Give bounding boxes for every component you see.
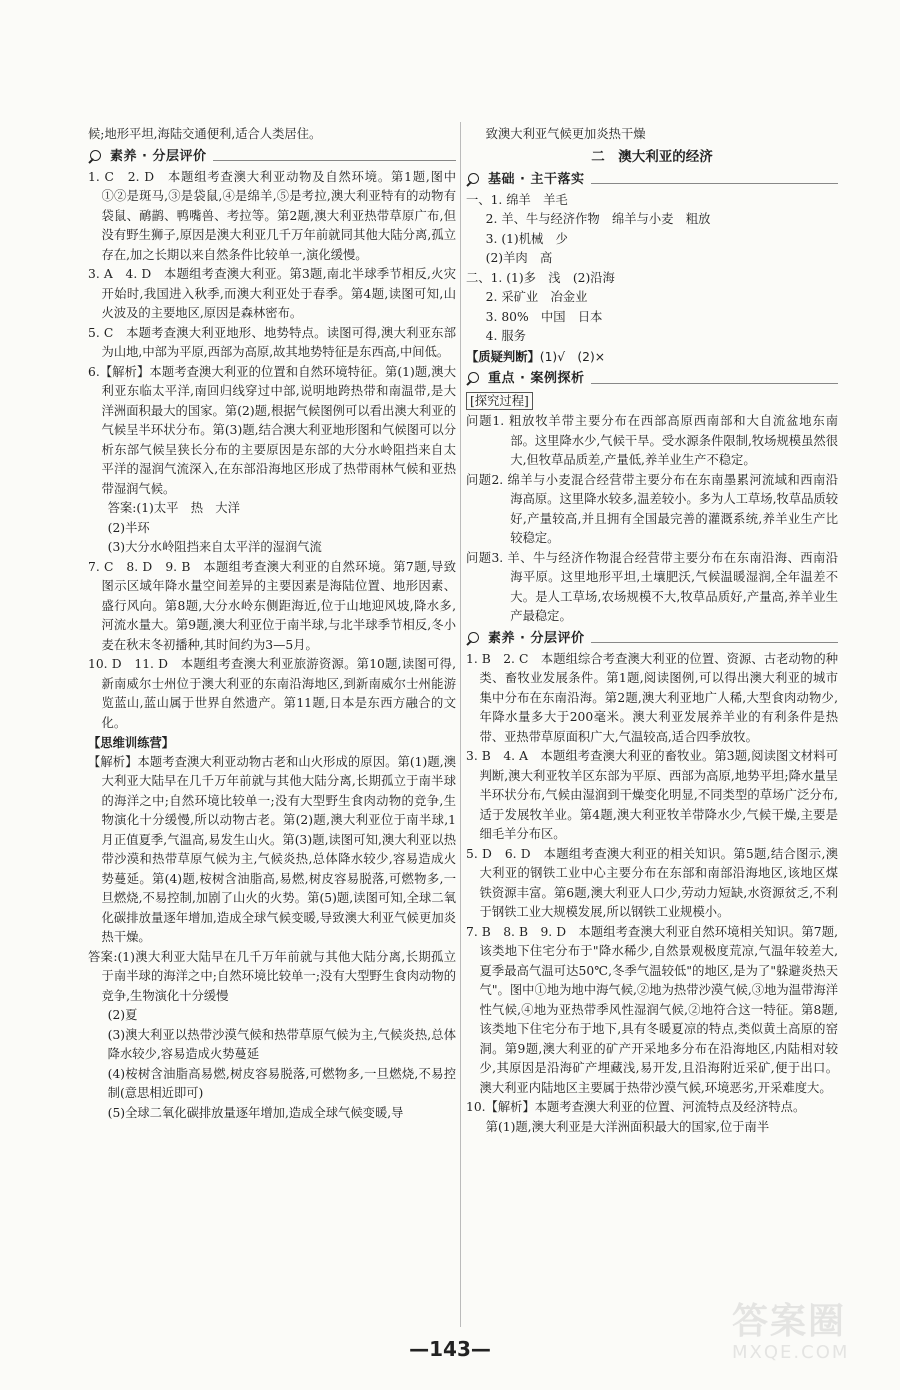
- answer-6: 6.【解析】本题考查澳大利亚的位置和自然环境特征。第(1)题,澳大利亚东临太平洋,南回归线穿过中部,说明地跨热带和南温带,是大洋洲面积最大的国家。第(2)题,根据气候图例可以看出澳大利亚的气候呈半环状分布。第(3)题,结合澳大利亚地形图和气候图可以分析东部气候呈狭长分布的主要原因是东部的大分水岭阻挡来自太平洋的湿润气流深入,在东部沿海地区形成了热带雨林气候和亚热带湿润气候。: [88, 364, 456, 496]
- section-title: 素养 · 分层评价: [110, 148, 207, 164]
- answer-r10: 10.【解析】本题考查澳大利亚的位置、河流特点及经济特点。: [466, 1100, 806, 1114]
- lesson-heading: 二 澳大利亚的经济: [591, 148, 713, 165]
- explore-label: [探究过程]: [466, 392, 533, 410]
- basics-line: (2)羊肉 高: [485, 251, 553, 265]
- basics-line: 3. (1)机械 少: [485, 231, 568, 246]
- training-key-2: (2)夏: [107, 1008, 138, 1022]
- basics-line: 4. 服务: [485, 329, 526, 343]
- answer-r3-4: 3. B 4. A 本题组考查澳大利亚的畜牧业。第3题,阅读图文材料可判断,澳大利亚牧羊区东部为平原、西部为高原,地势平坦;降水量呈半环状分布,气候由湿润到干燥变化明显,不同类型的草场广泛分布,适于发展牧羊业。第4题,澳大利亚牧羊带降水少,气候干燥,主要是细毛羊分布区。: [466, 749, 838, 841]
- section-header-evaluation-2: [466, 629, 838, 649]
- section-rule: [591, 642, 839, 643]
- answer-r10-cont: 第(1)题,澳大利亚是大洋洲面积最大的国家,位于南半: [485, 1119, 770, 1134]
- right-column: [466, 125, 838, 1137]
- basics-line: 一、1. 绵羊 羊毛: [466, 192, 568, 207]
- section-header-basics: [466, 170, 838, 190]
- judgment-answers: (1)√ (2)×: [539, 349, 606, 364]
- watermark-logo: [732, 1302, 882, 1372]
- section-header-case: [466, 369, 838, 389]
- magnifier-icon: [466, 371, 484, 387]
- answer-6-key-3: (3)大分水岭阻挡来自太平洋的湿润气流: [107, 540, 322, 554]
- judgment-line: [466, 347, 838, 368]
- column-divider: [460, 122, 461, 1327]
- magnifier-icon: [466, 172, 484, 188]
- training-key-5: (5)全球二氧化碳排放量逐年增加,造成全球气候变暖,导: [107, 1105, 404, 1120]
- intro-text: 候;地形平坦,海陆交通便利,适合人类居住。: [88, 127, 322, 141]
- section-rule: [591, 183, 839, 184]
- basics-line: 3. 80% 中国 日本: [485, 309, 603, 324]
- training-key-3: (3)澳大利亚以热带沙漠气候和热带草原气候为主,气候炎热,总体降水较少,容易造成火势蔓延: [107, 1027, 456, 1061]
- section-rule: [213, 160, 457, 161]
- answer-r1-2: 1. B 2. C 本题组综合考查澳大利亚的位置、资源、古老动物的种类、畜牧业发展条件。第1题,阅读图例,可以得出澳大利亚的城市集中分布在东南沿海。第2题,澳大利亚地广人稀,大型食肉动物少,年降水量多大于200毫米。澳大利亚发展养羊业的有利条件是热带、亚热带草原面积广大,气温较高,适合四季放牧。: [466, 651, 838, 744]
- training-analysis: 【解析】本题考查澳大利亚动物古老和山火形成的原因。第(1)题,澳大利亚大陆早在几千万年前就与其他大陆分离,长期孤立于南半球的海洋之中;自然环境比较单一;没有大型野生食肉动物的竞争,生物演化十分缓慢,所以动物古老。第(2)题,澳大利亚位于南半球,1月正值夏季,气温高,易发生山火。第(3)题,读图可知,澳大利亚以热带沙漠和热带草原气候为主,气候炎热,总体降水较少,容易造成火势蔓延。第(4)题,桉树含油脂高,易燃,树皮容易脱落,可燃物多,一旦燃烧,不易控制,加剧了山火的火势。第(5)题,读图可知,全球二氧化碳排放量逐年增加,造成全球气候变暖,导致澳大利亚气候更加炎热干燥。: [88, 754, 456, 944]
- training-title: 【思维训练营】: [88, 735, 175, 750]
- section-header-evaluation: [88, 147, 456, 167]
- basics-line: 2. 采矿业 冶金业: [485, 290, 588, 304]
- answer-6-key-1: 答案:(1)太平 热 大洋: [107, 501, 240, 515]
- left-column: [88, 125, 456, 1123]
- judgment-label: 【质疑判断】: [466, 348, 540, 364]
- page-number: —143—: [409, 1337, 491, 1361]
- section-title: 基础 · 主干落实: [488, 171, 585, 187]
- answer-3-4: 3. A 4. D 本题组考查澳大利亚。第3题,南北半球季节相反,火灾开始时,我国进入秋季,而澳大利亚处于春季。第4题,读图可知,山火波及的主要地区,原因是森林密布。: [88, 267, 456, 320]
- answer-5: 5. C 本题考查澳大利亚地形、地势特点。读图可得,澳大利亚东部为山地,中部为平原,西部为高原,故其地势特征是东西高,中间低。: [88, 325, 456, 359]
- magnifier-icon: [88, 149, 106, 165]
- continued-text: 致澳大利亚气候更加炎热干燥: [485, 127, 646, 141]
- answer-6-key-2: (2)半环: [107, 520, 150, 535]
- explore-question-3: 问题3. 羊、牛与经济作物混合经营带主要分布在东南沿海、西南沿海平原。这里地形平坦,土壤肥沃,气候温暖湿润,全年温差不大。是人工草场,农场规模不大,牧草品质好,产量高,养羊业生产最稳定。: [466, 550, 838, 623]
- answer-1-2: 1. C 2. D 本题组考查澳大利亚动物及自然环境。第1题,图中①②是斑马,③是袋鼠,④是绵羊,⑤是考拉,澳大利亚特有的动物有袋鼠、鸸鹋、鸭嘴兽、考拉等。第2题,澳大利亚热带草原广布,但没有野生狮子,原因是澳大利亚几千万年前就同其他大陆分离,孤立存在,加之长期以来自然条件比较单一,演化缓慢。: [88, 169, 456, 262]
- watermark-site: MXQE.COM: [732, 1342, 850, 1363]
- section-rule: [591, 383, 839, 384]
- watermark-text: 答案圈: [732, 1301, 847, 1342]
- answer-r7-9: 7. B 8. B 9. D 本题组考查澳大利亚自然环境相关知识。第7题,该类地下住宅分布于"降水稀少,自然景观极度荒凉,气温年较差大,夏季最高气温可达50℃,冬季气温较低"的地区,是为了"躲避炎热天气"。图中①地为地中海气候,②地为热带沙漠气候,③地为温带海洋性气候,④地为亚热带季风性湿润气候,②地符合这一特征。第8题,该类地下住宅分布于地下,具有冬暖夏凉的特点,类似黄土高原的窑洞。第9题,澳大利亚的矿产开采地多分布在沿海地区,内陆相对较少,其原因是沿海矿产埋藏浅,易开发,且沿海附近采矿,便于出口。澳大利亚内陆地区主要属于热带沙漠气候,环境恶劣,开采难度大。: [466, 924, 838, 1095]
- explore-question-1: 问题1. 粗放牧羊带主要分布在西部高原西南部和大自流盆地东南部。这里降水少,气候干旱。受水源条件限制,牧场规模虽然很大,但牧草品质差,产量低,养羊业生产不稳定。: [466, 414, 838, 467]
- training-key-1: 答案:(1)澳大利亚大陆早在几千万年前就与其他大陆分离,长期孤立于南半球的海洋之中;自然环境比较单一;没有大型野生食肉动物的竞争,生物演化十分缓慢: [88, 949, 456, 1003]
- answer-10-11: 10. D 11. D 本题组考查澳大利亚旅游资源。第10题,读图可得,新南威尔士州位于澳大利亚的东南沿海地区,到新南威尔士州能游览蓝山,蓝山属于世界自然遗产。第11题,日本是东西方融合的文化。: [88, 657, 456, 730]
- training-key-4: (4)桉树含油脂高易燃,树皮容易脱落,可燃物多,一旦燃烧,不易控制(意思相近即可): [107, 1066, 456, 1100]
- answer-7-9: 7. C 8. D 9. B 本题组考查澳大利亚的自然环境。第7题,导致图示区域年降水量空间差异的主要因素是海陆位置、地形因素、盛行风向。第8题,大分水岭东侧距海近,位于山地迎风坡,降水多,河流水量大。第9题,澳大利亚位于南半球,与北半球季节相反,冬小麦在秋末冬初播种,其时间约为3—5月。: [88, 559, 456, 652]
- magnifier-icon: [466, 631, 484, 647]
- basics-line: 二、1. (1)多 浅 (2)沿海: [466, 270, 615, 285]
- explore-question-2: 问题2. 绵羊与小麦混合经营带主要分布在东南墨累河流域和西南沿海高原。这里降水较多,温差较小。多为人工草场,牧草品质较好,产量较高,并且拥有全国最完善的灌溉系统,养羊业生产比较稳定。: [466, 472, 838, 545]
- section-title: 素养 · 分层评价: [488, 630, 585, 646]
- basics-line: 2. 羊、牛与经济作物 绵羊与小麦 粗放: [485, 212, 711, 226]
- section-title: 重点 · 案例探析: [488, 371, 585, 386]
- answer-r5-6: 5. D 6. D 本题组考查澳大利亚的相关知识。第5题,结合图示,澳大利亚的钢铁工业中心主要分布在东部和南部沿海地区,该地区煤铁资源丰富。第6题,澳大利亚人口少,劳动力短缺,水资源贫乏,不利于钢铁工业大规模发展,所以钢铁工业规模小。: [466, 846, 838, 919]
